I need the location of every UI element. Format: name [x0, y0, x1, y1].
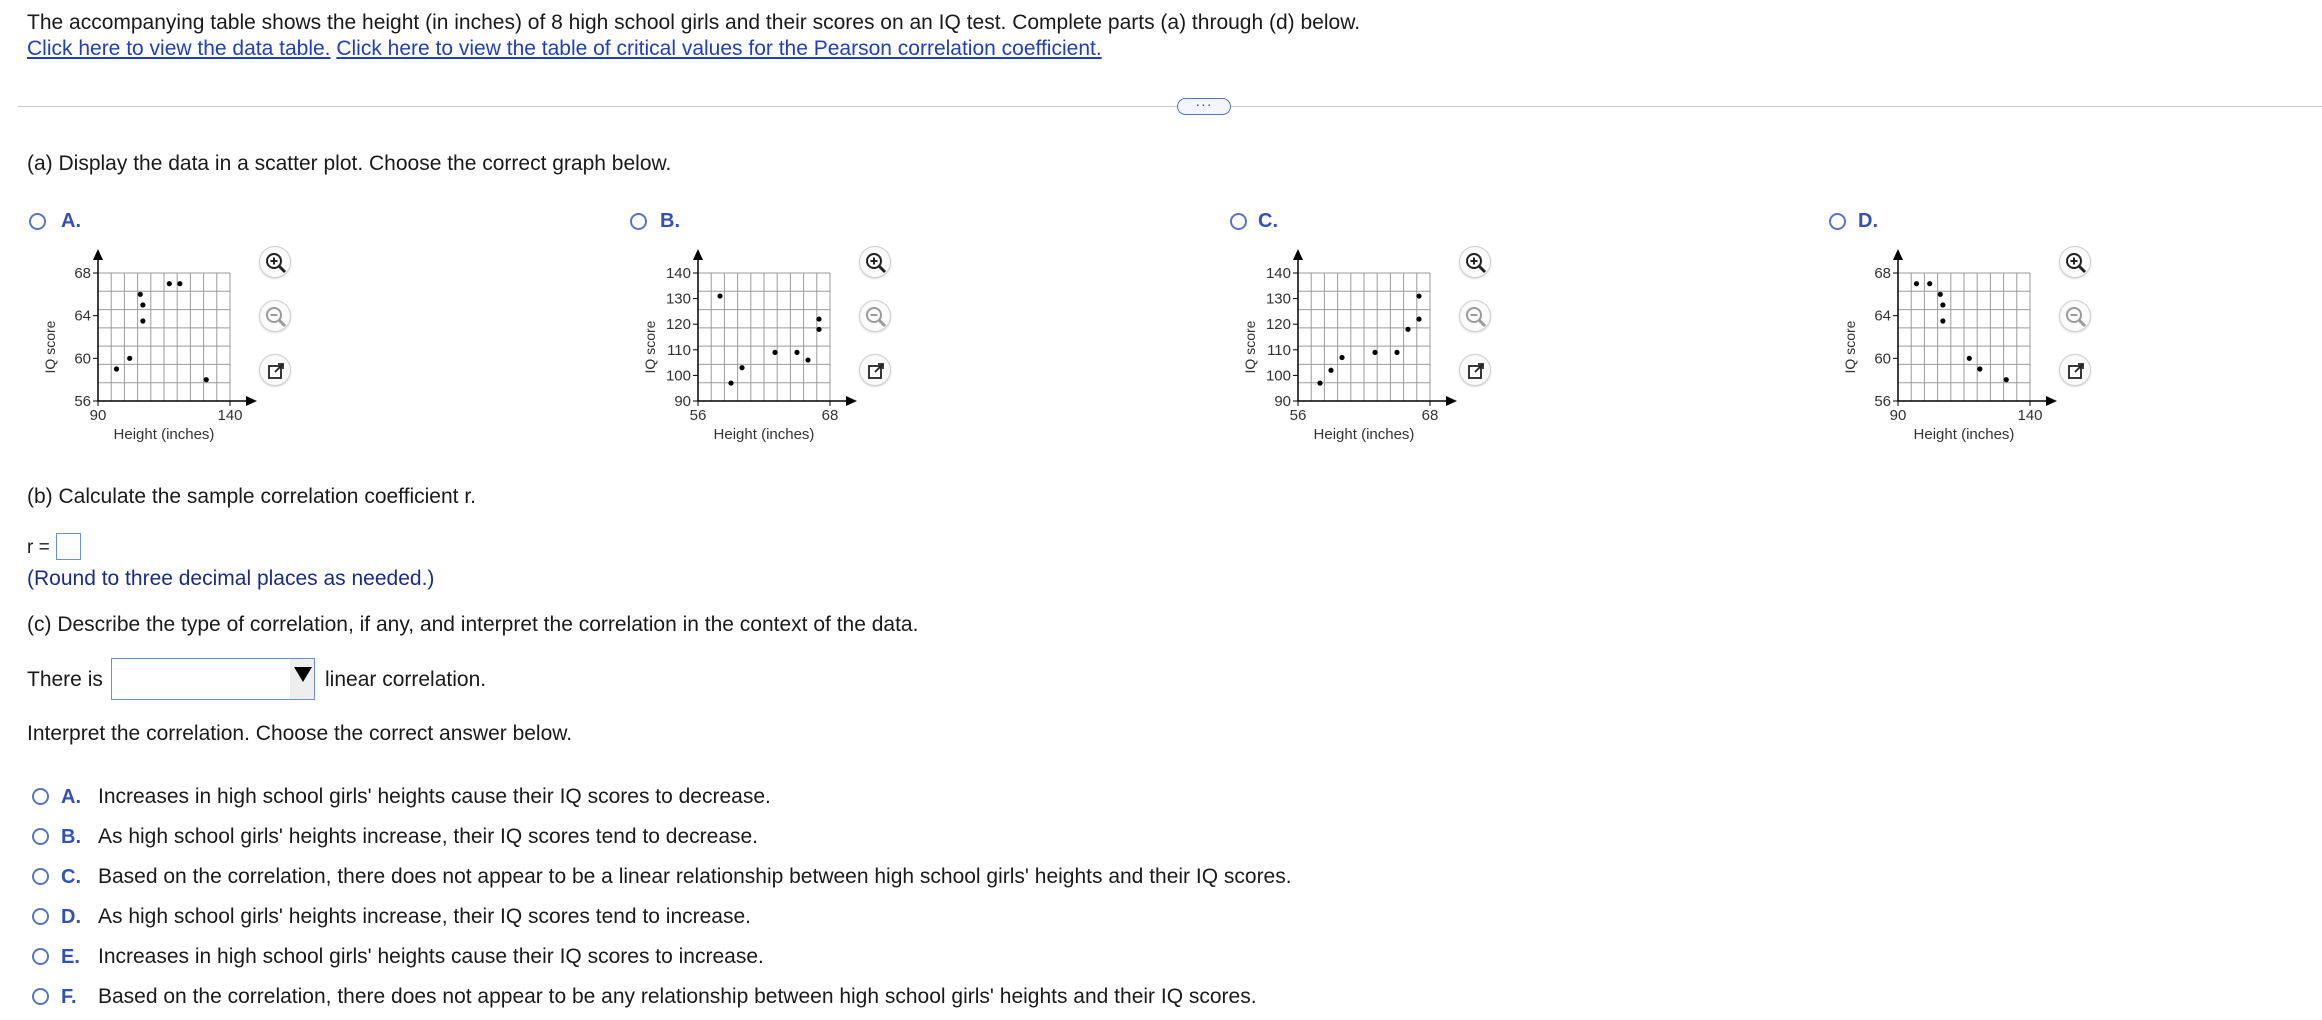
interpret-option-b-radio[interactable] — [32, 828, 49, 845]
y-tick-label: 68 — [74, 265, 91, 282]
data-point — [1938, 292, 1943, 297]
interpret-option-letter: A. — [61, 786, 81, 808]
zoom-out-icon — [260, 301, 292, 333]
y-axis-label: IQ score — [1242, 320, 1258, 374]
interpret-option-e-radio[interactable] — [32, 948, 49, 965]
x-tick-label: 68 — [821, 407, 839, 424]
data-point — [717, 293, 722, 298]
popout-icon — [1460, 355, 1492, 387]
interpret-option-letter: C. — [61, 866, 81, 888]
x-axis-arrow — [246, 396, 257, 406]
data-point — [1940, 318, 1945, 323]
zoom-out-icon — [860, 301, 892, 333]
popout-button[interactable] — [859, 354, 891, 386]
graph-option-c-label: C. — [1258, 210, 1278, 232]
interpret-option-letter: E. — [61, 946, 80, 968]
y-tick-label: 90 — [1274, 393, 1291, 410]
zoom-out-button[interactable] — [2059, 300, 2091, 332]
data-point — [1927, 281, 1932, 286]
data-point — [140, 318, 145, 323]
popout-icon — [860, 355, 892, 387]
y-axis-arrow — [93, 249, 103, 260]
interpret-prompt: Interpret the correlation. Choose the correct answer below. — [27, 722, 573, 745]
zoom-in-icon — [860, 247, 892, 279]
data-point — [1940, 302, 1945, 307]
zoom-out-icon — [1460, 301, 1492, 333]
x-axis-label: Height (inches) — [1913, 426, 2015, 443]
data-point — [1967, 356, 1972, 361]
y-tick-label: 68 — [1874, 265, 1891, 282]
y-tick-label: 60 — [74, 350, 91, 368]
data-point — [114, 366, 119, 371]
y-tick-label: 56 — [74, 393, 91, 410]
y-tick-label: 120 — [665, 316, 691, 334]
data-point — [816, 316, 821, 321]
x-axis-arrow — [1446, 396, 1457, 406]
data-point — [1317, 380, 1322, 385]
y-tick-label: 100 — [1265, 367, 1291, 385]
scatter-plot-b — [630, 243, 870, 453]
y-axis-label: IQ score — [1842, 320, 1858, 374]
divider — [18, 106, 2322, 107]
y-tick-label: 100 — [665, 367, 691, 385]
zoom-out-button[interactable] — [259, 300, 291, 332]
interpret-option-f-radio[interactable] — [32, 988, 49, 1005]
rounding-hint: (Round to three decimal places as needed.) — [27, 567, 435, 590]
y-tick-label: 130 — [1265, 290, 1291, 308]
data-point — [2004, 377, 2009, 382]
data-point — [1328, 368, 1333, 373]
graph-option-d-label: D. — [1858, 210, 1878, 232]
interpret-option-letter: D. — [61, 906, 81, 928]
question-intro: The accompanying table shows the height (in inches) of 8 high school girls and their scores on an IQ test. Complete parts (a) through (d) below. — [27, 11, 1361, 34]
y-tick-label: 120 — [1265, 316, 1291, 334]
zoom-in-button[interactable] — [2059, 246, 2091, 278]
x-tick-label: 90 — [1889, 407, 1907, 424]
data-point — [728, 380, 733, 385]
y-axis-arrow — [1893, 249, 1903, 260]
x-axis-arrow — [846, 396, 857, 406]
data-point — [138, 292, 143, 297]
y-tick-label: 140 — [665, 265, 691, 282]
data-point — [1394, 350, 1399, 355]
zoom-out-button[interactable] — [859, 300, 891, 332]
y-tick-label: 110 — [667, 341, 691, 359]
graph-option-b-label: B. — [660, 210, 680, 232]
scatter-plot-c — [1230, 243, 1470, 453]
graph-option-a-radio[interactable] — [29, 213, 46, 230]
popout-button[interactable] — [259, 354, 291, 386]
data-point — [1416, 316, 1421, 321]
zoom-in-button[interactable] — [1459, 246, 1491, 278]
interpret-option-a-radio[interactable] — [32, 788, 49, 805]
graph-option-a-label: A. — [61, 210, 81, 232]
scatter-plot-a — [30, 243, 270, 453]
popout-icon — [260, 355, 292, 387]
graph-option-b-radio[interactable] — [630, 213, 647, 230]
data-point — [794, 350, 799, 355]
zoom-out-icon — [2060, 301, 2092, 333]
x-tick-label: 90 — [89, 407, 107, 424]
y-tick-label: 64 — [1874, 307, 1891, 325]
y-tick-label: 130 — [665, 290, 691, 308]
data-point — [167, 281, 172, 286]
x-axis-label: Height (inches) — [713, 426, 815, 443]
y-axis-label: IQ score — [642, 320, 658, 374]
y-tick-label: 64 — [74, 307, 91, 325]
data-point — [1405, 327, 1410, 332]
popout-icon — [2060, 355, 2092, 387]
y-tick-label: 140 — [1265, 265, 1291, 282]
x-tick-label: 140 — [217, 407, 243, 424]
y-tick-label: 110 — [1267, 341, 1291, 359]
y-tick-label: 60 — [1874, 350, 1891, 368]
data-point — [204, 377, 209, 382]
zoom-out-button[interactable] — [1459, 300, 1491, 332]
interpret-option-text: Based on the correlation, there does not appear to be any relationship between high school girls' heights and their IQ scores. — [98, 985, 1257, 1008]
data-point — [1372, 350, 1377, 355]
data-point — [1914, 281, 1919, 286]
graph-option-c-radio[interactable] — [1230, 213, 1247, 230]
y-axis-arrow — [693, 249, 703, 260]
link-critical-values[interactable]: Click here to view the table of critical values for the Pearson correlation coefficient. — [336, 37, 1102, 60]
zoom-in-button[interactable] — [259, 246, 291, 278]
data-point — [1977, 366, 1982, 371]
graph-option-d-radio[interactable] — [1829, 213, 1846, 230]
data-point — [1416, 293, 1421, 298]
zoom-in-icon — [1460, 247, 1492, 279]
zoom-in-icon — [2060, 247, 2092, 279]
x-tick-label: 56 — [689, 407, 707, 424]
zoom-in-button[interactable] — [859, 246, 891, 278]
scatter-plot-d — [1830, 243, 2070, 453]
data-point — [140, 302, 145, 307]
interpret-option-text: Increases in high school girls' heights cause their IQ scores to increase. — [98, 945, 764, 968]
linear-correlation-label: linear correlation. — [325, 668, 487, 691]
r-label: r = — [27, 537, 50, 558]
y-axis-arrow — [1293, 249, 1303, 260]
part-c-prompt: (c) Describe the type of correlation, if any, and interpret the correlation in the context of the data. — [27, 613, 919, 636]
chevron-down-icon — [294, 667, 312, 682]
zoom-in-icon — [260, 247, 292, 279]
data-point — [739, 365, 744, 370]
link-data-table[interactable]: Click here to view the data table. — [27, 37, 331, 60]
x-axis-label: Height (inches) — [1313, 426, 1415, 443]
interpret-option-c-radio[interactable] — [32, 868, 49, 885]
data-point — [1339, 355, 1344, 360]
more-button[interactable]: ··· — [1177, 98, 1231, 115]
part-a-prompt: (a) Display the data in a scatter plot. Choose the correct graph below. — [27, 152, 672, 175]
y-axis-label: IQ score — [42, 320, 58, 374]
x-tick-label: 140 — [2017, 407, 2043, 424]
interpret-option-letter: B. — [61, 826, 81, 848]
data-point — [177, 281, 182, 286]
x-axis-label: Height (inches) — [113, 426, 215, 443]
popout-button[interactable] — [2059, 354, 2091, 386]
interpret-option-text: Based on the correlation, there does not appear to be a linear relationship between high school girls' heights and their IQ scores. — [98, 865, 1292, 888]
correlation-type-dropdown[interactable] — [111, 658, 315, 700]
interpret-option-letter: F. — [61, 986, 77, 1008]
x-tick-label: 68 — [1421, 407, 1439, 424]
y-tick-label: 90 — [674, 393, 691, 410]
interpret-option-text: As high school girls' heights increase, their IQ scores tend to decrease. — [98, 825, 759, 848]
interpret-option-d-radio[interactable] — [32, 908, 49, 925]
x-axis-arrow — [2046, 396, 2057, 406]
r-answer-input[interactable] — [56, 533, 81, 560]
part-b-prompt: (b) Calculate the sample correlation coefficient r. — [27, 485, 476, 508]
x-tick-label: 56 — [1289, 407, 1307, 424]
there-is-label: There is — [27, 668, 103, 691]
interpret-option-text: Increases in high school girls' heights cause their IQ scores to decrease. — [98, 785, 771, 808]
interpret-option-text: As high school girls' heights increase, their IQ scores tend to increase. — [98, 905, 751, 928]
data-point — [805, 357, 810, 362]
data-point — [816, 327, 821, 332]
y-tick-label: 56 — [1874, 393, 1891, 410]
data-point — [127, 356, 132, 361]
popout-button[interactable] — [1459, 354, 1491, 386]
data-point — [772, 350, 777, 355]
